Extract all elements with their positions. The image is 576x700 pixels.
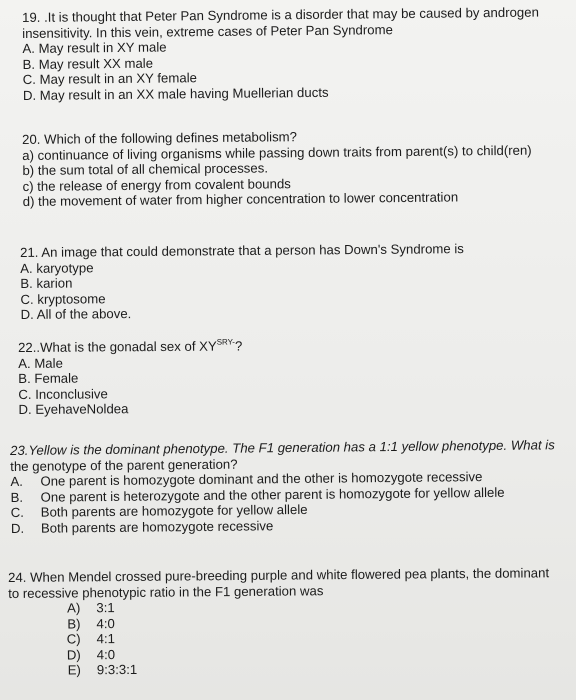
- question-23-stem-italic: 23.Yellow is the dominant phenotype.: [10, 440, 229, 458]
- question-19-option-a: A. May result in XY male: [22, 39, 167, 56]
- question-23-option-b-text: One parent is heterozygote and the other parent is homozygote for yellow allele: [40, 484, 505, 505]
- question-19-option-c: C. May result in an XY female: [22, 70, 197, 87]
- question-21-option-d: D. All of the above.: [20, 306, 132, 322]
- question-19: [22, 4, 576, 103]
- question-20-option-c: c) the release of energy from covalent bounds: [22, 175, 291, 194]
- question-21-stem: 21. An image that could demonstrate that a person has Down's Syndrome is: [20, 241, 464, 260]
- question-24-option-e-text: 9:3:3:1: [96, 661, 138, 678]
- question-23-stem-line-2: the genotype of the parent generation?: [10, 456, 238, 474]
- question-21-option-b: B. karion: [20, 275, 73, 291]
- question-19-option-d: D. May result in an XX male having Muellerian ducts: [22, 84, 329, 103]
- question-21: [20, 240, 576, 323]
- question-22-stem-text: 22..What is the gonadal sex of XY: [18, 338, 217, 355]
- question-20-option-b: b) the sum total of all chemical processes.: [22, 160, 269, 178]
- question-24-stem-line-1: 24. When Mendel crossed pure-breeding purple and white flowered pea plants, the dominant: [8, 565, 550, 585]
- question-24-option-b-text: 4:0: [96, 615, 115, 631]
- question-22-stem-end: ?: [234, 338, 243, 354]
- question-24-stem-line-2: to recessive phenotypic ratio in the F1 generation was: [8, 582, 324, 601]
- question-24-option-c-text: 4:1: [96, 631, 116, 647]
- question-23: [10, 437, 576, 536]
- question-24-option-c-letter: C): [66, 631, 81, 647]
- question-22-option-b: B. Female: [18, 370, 79, 386]
- question-21-option-a: A. karyotype: [20, 259, 94, 276]
- question-23-option-d-text: Both parents are homozygote recessive: [40, 517, 274, 536]
- question-22-option-d: D. EyehaveNoldea: [18, 401, 129, 417]
- question-24-option-d-letter: D): [66, 646, 81, 662]
- question-23-option-a-text: One parent is homozygote dominant and the other is homozygote recessive: [40, 469, 483, 489]
- question-20-stem: 20. Which of the following defines metabolism?: [22, 129, 298, 147]
- question-23-option-c-letter: C.: [10, 504, 24, 520]
- question-22-option-c: C. Inconclusive: [18, 385, 108, 402]
- question-20-option-a: a) continuance of living organisms while passing down traits from parent(s) to child(ren): [22, 142, 532, 163]
- question-24-option-d-text: 4:0: [96, 646, 116, 662]
- question-24-option-a-letter: A): [67, 600, 81, 616]
- question-23-option-a-letter: A.: [10, 473, 23, 489]
- question-20-option-d: d) the movement of water from higher concentration to lower concentration: [22, 189, 459, 209]
- question-24-option-b-letter: B): [67, 615, 81, 631]
- question-22-stem-superscript: SRY-: [216, 337, 235, 347]
- question-22: [18, 336, 576, 418]
- question-19-stem-line-1: 19. .It is thought that Peter Pan Syndrome is a disorder that may be caused by androgen: [22, 4, 539, 25]
- question-22-option-a: A. Male: [18, 355, 63, 371]
- question-23-option-c-text: Both parents are homozygote for yellow allele: [40, 501, 308, 520]
- question-24: [8, 565, 576, 679]
- question-23-option-b-letter: B.: [10, 489, 24, 505]
- question-21-option-c: C. kryptosome: [20, 290, 106, 307]
- question-20: [22, 126, 576, 210]
- question-23-stem-rest: The F1 generation has a 1:1 yellow phenotype. What is: [228, 437, 555, 456]
- question-24-option-a-text: 3:1: [96, 600, 115, 616]
- question-19-option-b: B. May result XX male: [22, 55, 154, 72]
- question-19-stem-line-2: insensitivity. In this vein, extreme cases of Peter Pan Syndrome: [22, 21, 393, 41]
- question-24-option-e-letter: E): [67, 662, 81, 678]
- question-23-option-d-letter: D.: [10, 520, 25, 536]
